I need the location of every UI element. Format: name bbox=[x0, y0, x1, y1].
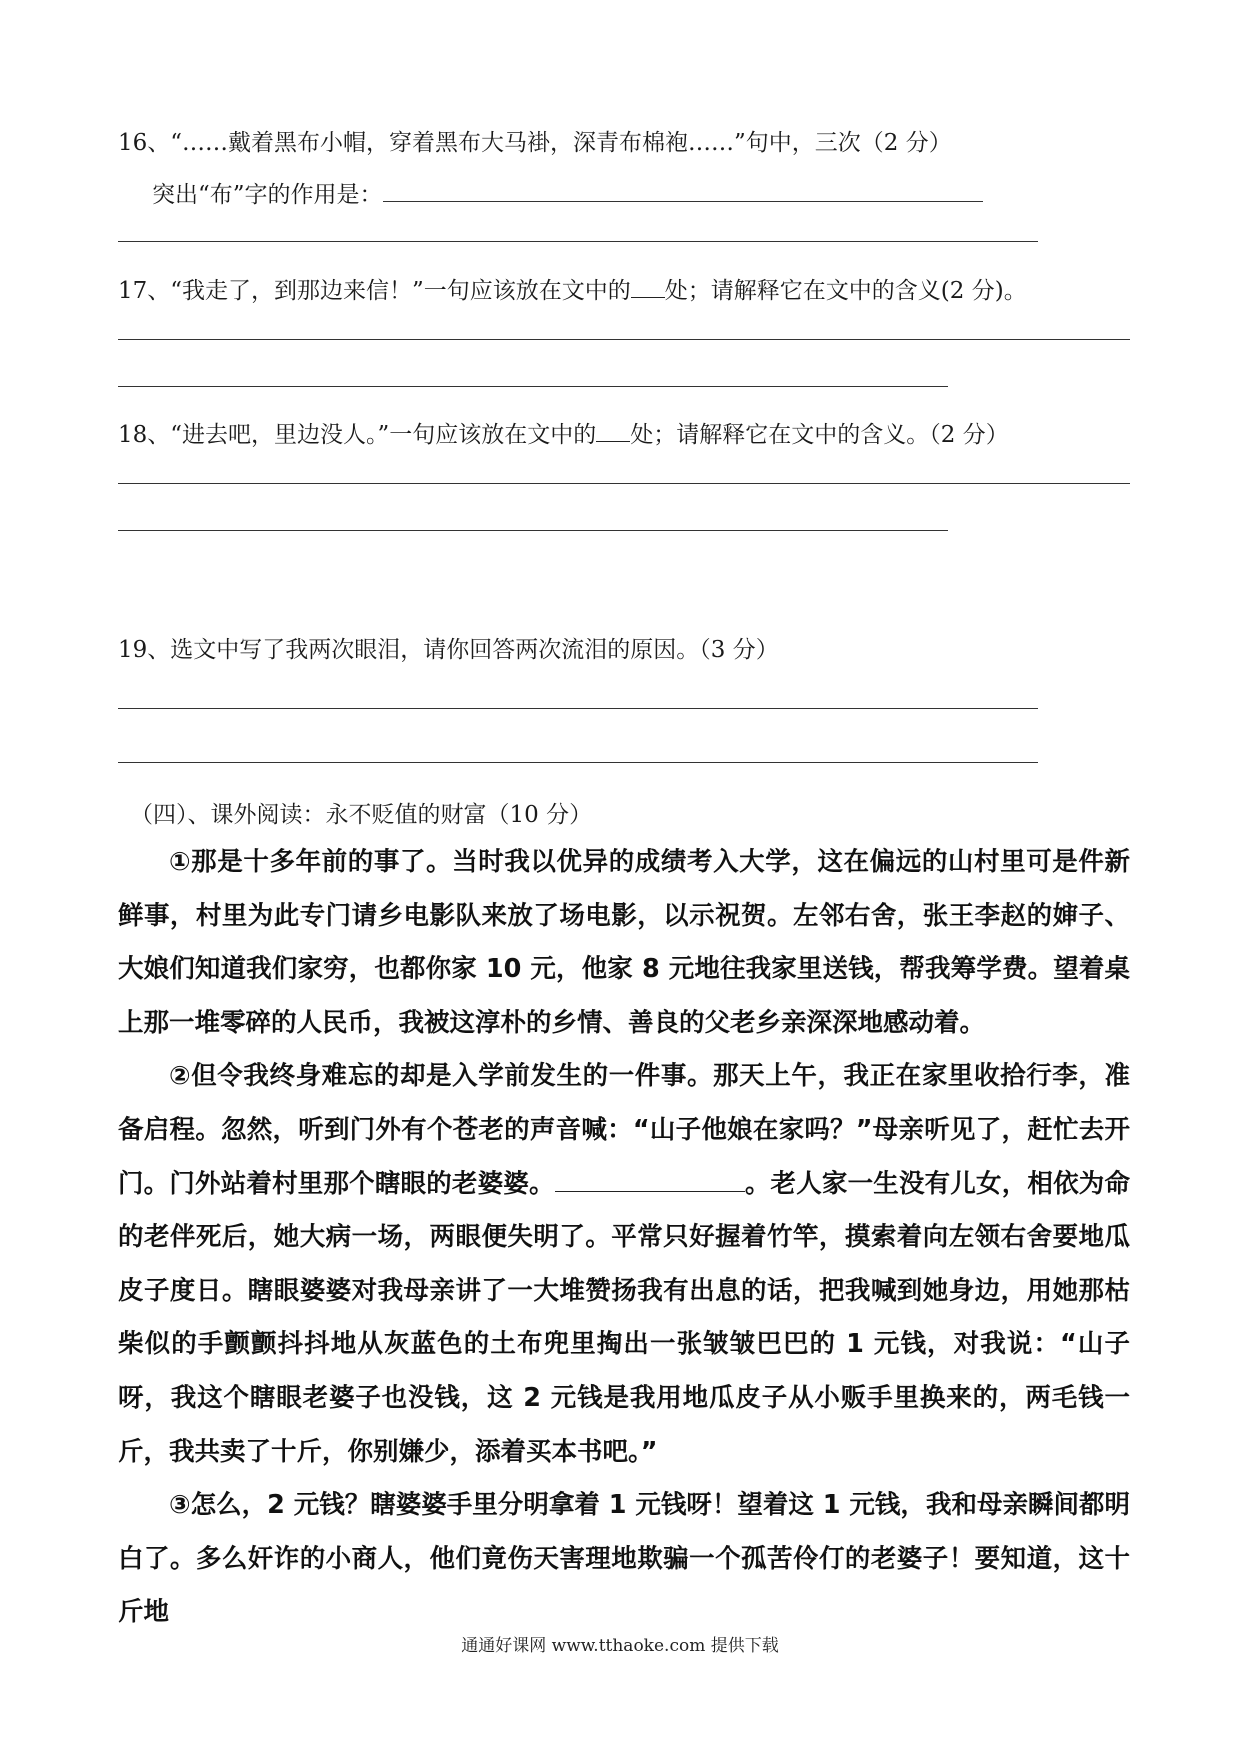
section-title: （四）、课外阅读：永不贬值的财富（10 分） bbox=[130, 802, 593, 828]
question-17 bbox=[118, 272, 1027, 305]
answer-line[interactable] bbox=[118, 708, 1038, 709]
answer-line[interactable] bbox=[118, 339, 1130, 340]
passage-fill-blank[interactable] bbox=[555, 1169, 745, 1192]
paragraph-1: ①那是十多年前的事了。当时我以优异的成绩考入大学，这在偏远的山村里可是件新鲜事，村里为此专门请乡电影队来放了场电影，以示祝贺。左邻右舍，张王李赵的婶子、大娘们知道我们家穷，也都你家 10 元，他家 8 元地往我家里送钱，帮我筹学费。望着桌上那一堆零碎的人民币，我被这淳朴的乡情、善良的父老乡亲深深地感动着。 bbox=[118, 847, 1130, 1038]
question-17-position-blank[interactable] bbox=[631, 277, 665, 298]
paragraph-2-text-before: ②但令我终身难忘的却是入学前发生的一件事。那天上午，我正在家里收拾行李，准备启程。忽然，听到门外有个苍老的声音喊：“山子他娘在家吗？”母亲听见了，赶忙去开门。门外站着村里那个瞎眼的老婆婆。 bbox=[118, 1061, 1130, 1199]
answer-blank[interactable] bbox=[383, 181, 983, 202]
question-18 bbox=[118, 416, 1009, 449]
answer-line[interactable] bbox=[118, 386, 948, 387]
answer-line[interactable] bbox=[118, 530, 948, 531]
answer-line[interactable] bbox=[118, 483, 1130, 484]
question-19-text: 19、选文中写了我两次眼泪，请你回答两次流泪的原因。（3 分） bbox=[118, 637, 779, 663]
question-18-position-blank[interactable] bbox=[596, 421, 630, 442]
answer-line[interactable] bbox=[118, 241, 1038, 242]
question-16-prompt bbox=[152, 176, 983, 209]
section-heading bbox=[130, 796, 592, 829]
page-footer bbox=[0, 1631, 1240, 1656]
question-16-prompt-text: 突出“布”字的作用是： bbox=[152, 182, 383, 208]
question-17-text-before: 17、“我走了，到那边来信！”一句应该放在文中的 bbox=[118, 278, 631, 304]
question-16-text: 16、“……戴着黑布小帽，穿着黑布大马褂，深青布棉袍……”句中，三次（2 分） bbox=[118, 130, 952, 156]
question-17-text-after: 处；请解释它在文中的含义(2 分)。 bbox=[664, 278, 1027, 304]
paragraph-3: ③怎么，2 元钱？瞎婆婆手里分明拿着 1 元钱呀！望着这 1 元钱，我和母亲瞬间都明白了。多么奸诈的小商人，他们竟伤天害理地欺骗一个孤苦伶仃的老婆子！要知道，这十斤地 bbox=[118, 1490, 1130, 1628]
question-18-text-after: 处；请解释它在文中的含义。（2 分） bbox=[630, 422, 1009, 448]
paragraph-2-text-after: 。老人家一生没有儿女，相依为命的老伴死后，她大病一场，两眼便失明了。平常只好握着竹竿，摸索着向左领右舍要地瓜皮子度日。瞎眼婆婆对我母亲讲了一大堆赞扬我有出息的话，把我喊到她身边，用她那枯柴似的手颤颤抖抖地从灰蓝色的土布兜里掏出一张皱皱巴巴的 1 元钱，对我说：“山子呀，我这个瞎眼老婆子也没钱，这 2 元钱是我用地瓜皮子从小贩手里换来的，两毛钱一斤，我共卖了十斤，你别嫌少，添着买本书吧。” bbox=[118, 1168, 1130, 1467]
paragraph-2 bbox=[118, 1050, 1130, 1479]
question-16 bbox=[118, 124, 952, 157]
answer-line[interactable] bbox=[118, 762, 1038, 763]
footer-text: 通通好课网 www.tthaoke.com 提供下载 bbox=[461, 1636, 779, 1656]
question-18-text-before: 18、“进去吧，里边没人。”一句应该放在文中的 bbox=[118, 422, 597, 448]
reading-passage bbox=[118, 836, 1130, 1640]
question-19 bbox=[118, 631, 779, 664]
